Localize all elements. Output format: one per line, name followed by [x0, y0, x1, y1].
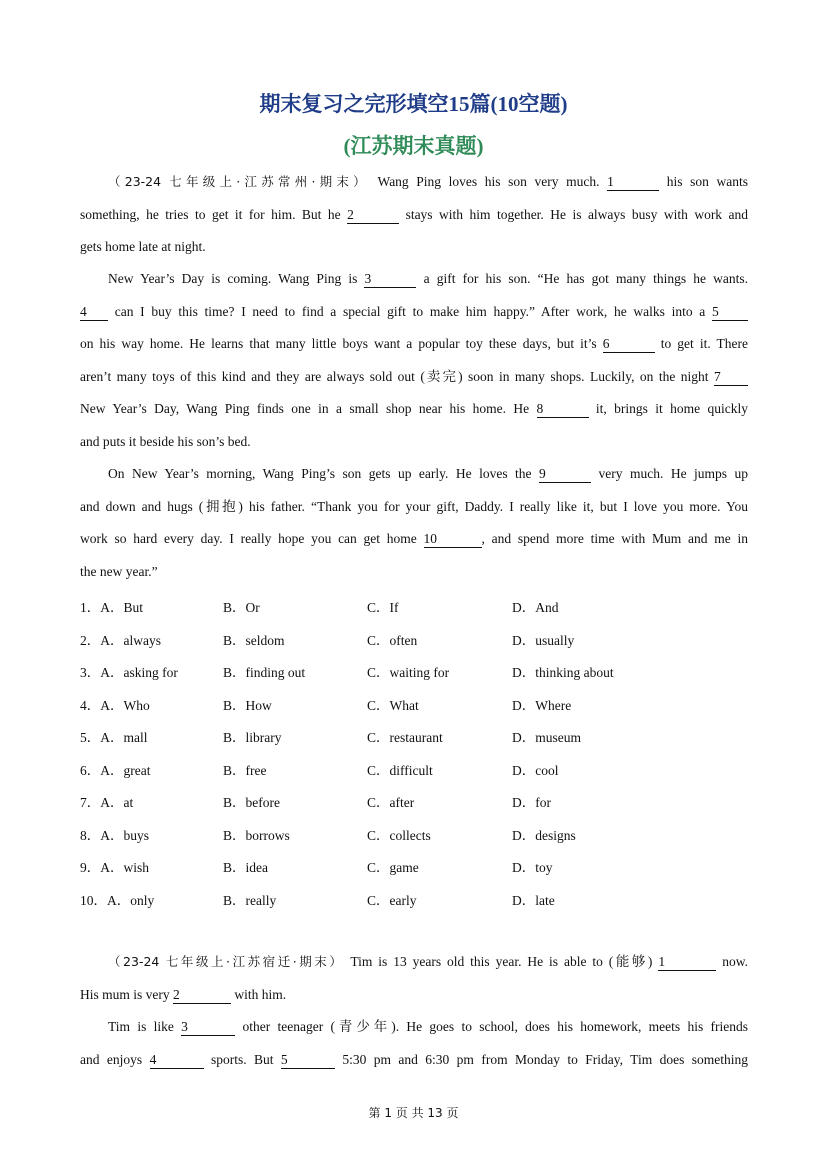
option-a[interactable]: 8．A．buys	[80, 828, 150, 843]
page-title: 期末复习之完形填空15篇(10空题)	[259, 92, 568, 116]
blank-5[interactable]: 5	[281, 1052, 335, 1069]
option-a[interactable]: 9．A．wish	[80, 860, 150, 875]
blank-2[interactable]: 2	[347, 207, 399, 224]
passage2-paragraph2: Tim is like 3 other teenager (青少年). He goes to school, does his homework, meets his friends and enjoys 4 sports. But 5 5:30 pm and 6:30 pm from Monday to Friday, Tim does something	[80, 1019, 749, 1067]
blank-2[interactable]: 2	[173, 987, 231, 1004]
blank-9[interactable]: 9	[539, 466, 591, 483]
option-c[interactable]: C．difficult	[367, 763, 433, 778]
option-d[interactable]: D．usually	[512, 633, 575, 648]
option-row	[80, 824, 720, 844]
option-row	[80, 856, 720, 876]
passage1-paragraph1: （23-24 七年级上·江苏常州·期末） Wang Ping loves his son very much. 1 his son wants something, he tries to get it for him. But he 2 stays with him together. He is always busy with work and gets home late at night.	[80, 174, 749, 254]
option-d[interactable]: D．late	[512, 893, 555, 908]
option-d[interactable]: D．And	[512, 600, 559, 615]
passage1-paragraph3: On New Year’s morning, Wang Ping’s son gets up early. He loves the 9 very much. He jumps up and down and hugs (拥抱) his father. “Thank you for your gift, Daddy. I really like it, but I love you more. You work so hard every day. I really hope you can get home 10 , and spend more time with Mum and me in the new year.”	[80, 466, 749, 579]
blank-3[interactable]: 3	[364, 271, 416, 288]
page-subtitle: (江苏期末真题)	[343, 134, 484, 158]
option-c[interactable]: C．game	[367, 860, 419, 875]
option-b[interactable]: B．free	[223, 763, 267, 778]
blank-3[interactable]: 3	[181, 1019, 235, 1036]
option-c[interactable]: C．collects	[367, 828, 431, 843]
option-a[interactable]: 3．A．asking for	[80, 665, 178, 680]
blank-1[interactable]: 1	[607, 174, 659, 191]
option-c[interactable]: C．after	[367, 795, 415, 810]
option-c[interactable]: C．early	[367, 893, 417, 908]
option-b[interactable]: B．borrows	[223, 828, 290, 843]
option-d[interactable]: D．museum	[512, 730, 581, 745]
option-d[interactable]: D．thinking about	[512, 665, 614, 680]
option-d[interactable]: D．cool	[512, 763, 559, 778]
blank-8[interactable]: 8	[537, 401, 589, 418]
option-c[interactable]: C．often	[367, 633, 418, 648]
option-row	[80, 791, 720, 811]
option-c[interactable]: C．If	[367, 600, 399, 615]
option-row	[80, 726, 720, 746]
passage2-paragraph1: （23-24 七年级上·江苏宿迁·期末） Tim is 13 years old this year. He is able to (能够) 1 now. His mum is very 2 with him.	[80, 954, 749, 1002]
blank-7[interactable]: 7	[714, 369, 748, 386]
blank-1[interactable]: 1	[658, 954, 716, 971]
option-a[interactable]: 7．A．at	[80, 795, 134, 810]
option-c[interactable]: C．What	[367, 698, 419, 713]
option-a[interactable]: 4．A．Who	[80, 698, 150, 713]
blank-4[interactable]: 4	[80, 304, 108, 321]
option-b[interactable]: B．really	[223, 893, 277, 908]
option-d[interactable]: D．Where	[512, 698, 572, 713]
option-row	[80, 889, 720, 909]
option-d[interactable]: D．designs	[512, 828, 576, 843]
option-row	[80, 694, 720, 714]
blank-4[interactable]: 4	[150, 1052, 204, 1069]
option-b[interactable]: B．before	[223, 795, 280, 810]
passage1-source: （23-24 七年级上·江苏常州·期末）	[108, 174, 370, 189]
option-a[interactable]: 10．A．only	[80, 893, 155, 908]
option-a[interactable]: 6．A．great	[80, 763, 151, 778]
option-row	[80, 629, 720, 649]
blank-10[interactable]: 10	[424, 531, 482, 548]
page-footer: 第 1 页 共 13 页	[368, 1106, 459, 1120]
passage2-source: （23-24 七年级上·江苏宿迁·期末）	[108, 954, 345, 969]
option-c[interactable]: C．restaurant	[367, 730, 443, 745]
option-b[interactable]: B．idea	[223, 860, 268, 875]
option-b[interactable]: B．seldom	[223, 633, 285, 648]
option-a[interactable]: 5．A．mall	[80, 730, 148, 745]
option-b[interactable]: B．library	[223, 730, 282, 745]
option-a[interactable]: 1．A．But	[80, 600, 144, 615]
option-a[interactable]: 2．A．always	[80, 633, 161, 648]
option-c[interactable]: C．waiting for	[367, 665, 450, 680]
option-row	[80, 661, 720, 681]
blank-6[interactable]: 6	[603, 336, 655, 353]
option-d[interactable]: D．toy	[512, 860, 553, 875]
option-d[interactable]: D．for	[512, 795, 551, 810]
option-b[interactable]: B．How	[223, 698, 272, 713]
blank-5[interactable]: 5	[712, 304, 748, 321]
option-row	[80, 759, 720, 779]
passage1-paragraph2: New Year’s Day is coming. Wang Ping is 3 a gift for his son. “He has got many things he wants. 4 can I buy this time? I need to find a special gift to make him happy.” After work, he walks into a 5 on his way home. He learns that many little boys want a popular toy these days, but it’s 6 to get it. There aren’t many toys of this kind and they are always sold out (卖完) soon in many shops. Luckily, on the night 7 New Year’s Day, Wang Ping finds one in a small shop near his home. He 8 it, brings it home quickly and puts it beside his son’s bed.	[80, 271, 749, 449]
option-b[interactable]: B．Or	[223, 600, 260, 615]
option-row	[80, 596, 720, 616]
option-b[interactable]: B．finding out	[223, 665, 306, 680]
